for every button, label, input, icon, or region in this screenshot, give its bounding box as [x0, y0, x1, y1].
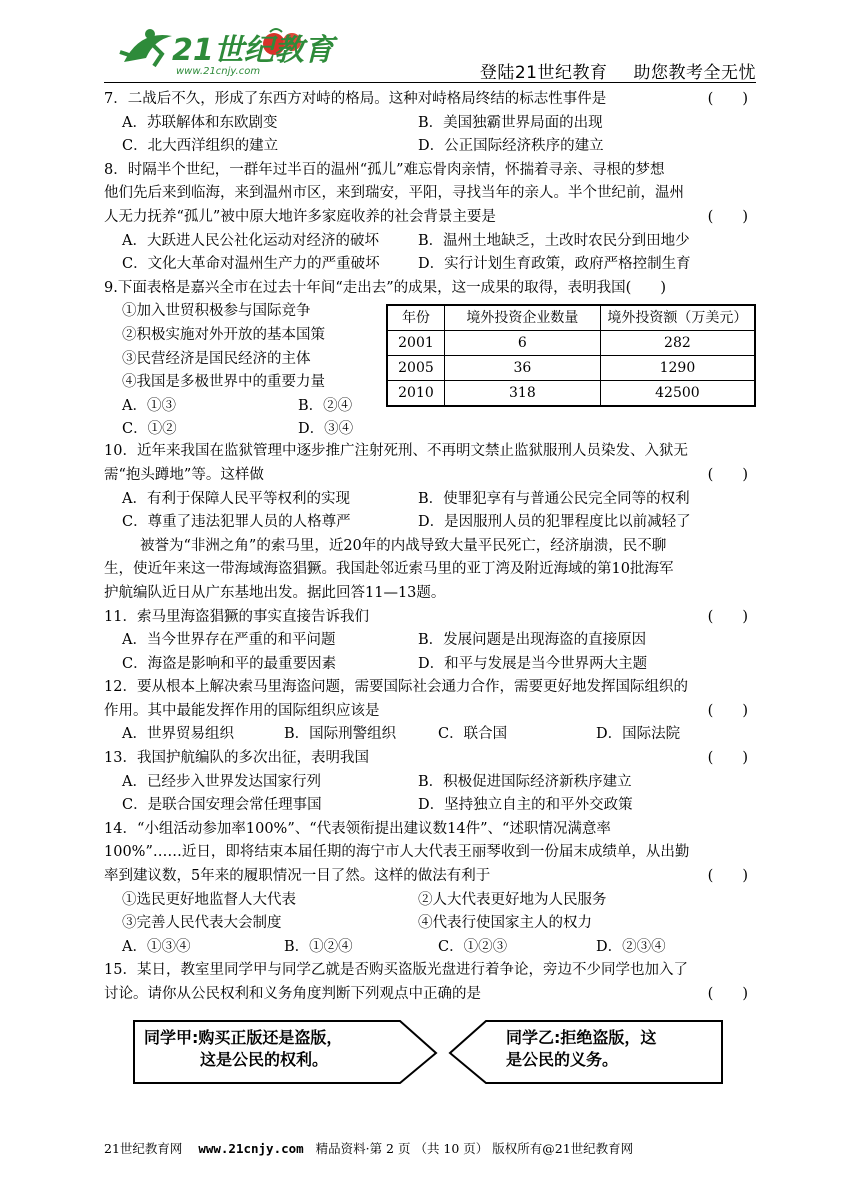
q8-options-cd [104, 253, 756, 277]
slogan-left: 登陆21世纪教育 [479, 63, 608, 83]
q8-stem-2: 他们先后来到临海，来到温州市区，来到瑞安，平阳，寻找当年的亲人。半个世纪前，温州 [104, 185, 684, 202]
option-d: D．③④ [298, 421, 354, 438]
q7-options-cd [104, 135, 756, 159]
table-header-row [387, 305, 755, 331]
q9-options-ab [122, 395, 353, 419]
exam-content [104, 88, 756, 1093]
option-d: D．和平与发展是当今世界两大主题 [418, 655, 648, 672]
answer-paren: ( ) [707, 702, 748, 719]
q14-opt-3: ③完善人民代表大会制度 [122, 915, 282, 932]
q9-stem: 9.下面表格是嘉兴全市在过去十年间“走出去”的成果，这一成果的取得，表明我国( ) [104, 279, 666, 296]
option-a: A．有利于保障人民平等权利的实现 [122, 490, 350, 507]
answer-paren: ( ) [707, 750, 748, 767]
table-cell: 1290 [600, 356, 755, 381]
bubble-a-text: 同学甲:购买正版还是盗版， 这是公民的权利。 [144, 1027, 343, 1069]
option-b: B．使罪犯享有与普通公民完全同等的权利 [418, 490, 690, 507]
speech-bubble-a [132, 1017, 440, 1096]
q8-options-ab [104, 230, 756, 254]
option-c: C．海盗是影响和平的最重要因素 [122, 655, 337, 672]
q9-options-cd [122, 418, 354, 442]
header-slogan [480, 58, 756, 83]
option-a: A．大跃进人民公社化运动对经济的破坏 [122, 232, 379, 249]
q14-opt-2: ②人大代表更好地为人民服务 [418, 891, 607, 908]
q11-stem: 11．索马里海盗猖獗的事实直接告诉我们 ( ) [104, 606, 756, 630]
option-a: A．①③④ [122, 938, 191, 955]
option-b: B．积极促进国际经济新秩序建立 [418, 773, 632, 790]
q15-stem-2: 讨论。请你从公民权利和义务角度判断下列观点中正确的是 ( ) [104, 983, 756, 1007]
option-c: C．①② [122, 421, 177, 438]
q15-stem-1: 15．某日，教室里同学甲与同学乙就是否购买盗版光盘进行着争论，旁边不少同学也加入了 [104, 962, 688, 979]
q9-opt-1: ①加入世贸积极参与国际竞争 [122, 303, 311, 320]
passage-line-2: 生，使近年来这一带海域海盗猖獗。我国赴邻近索马里的亚丁湾及附近海域的第10批海军 [104, 561, 674, 578]
option-d: D．实行计划生育政策，政府严格控制生育 [418, 256, 691, 273]
option-a: A．当今世界存在严重的和平问题 [122, 632, 336, 649]
option-a: A．世界贸易组织 [122, 726, 234, 743]
slogan-right: 助您教考全无忧 [633, 63, 756, 83]
header-divider [104, 82, 756, 83]
passage-line-1: 被誉为“非洲之角”的索马里，近20年的内战导致大量平民死亡，经济崩溃，民不聊 [140, 537, 667, 554]
q12-stem-2: 作用。其中最能发挥作用的国际组织应该是 ( ) [104, 700, 756, 724]
option-d: D．是因服刑人员的犯罪程度比以前减轻了 [418, 514, 691, 531]
table-header: 境外投资额（万美元） [600, 305, 755, 331]
option-a: A．苏联解体和东欧剧变 [122, 114, 278, 131]
answer-paren: ( ) [707, 868, 748, 885]
table-row [387, 331, 755, 356]
table-header: 境外投资企业数量 [444, 305, 600, 331]
q9-options [122, 300, 354, 442]
option-b: B．①②④ [284, 938, 353, 955]
q7-stem: 7．二战后不久，形成了东西方对峙的格局。这种对峙格局终结的标志性事件是 ( ) [104, 88, 756, 112]
answer-paren: ( ) [707, 208, 748, 225]
q8-stem-3: 人无力抚养“孤儿”被中原大地许多家庭收养的社会背景主要是 ( ) [104, 206, 756, 230]
page-footer [104, 1139, 633, 1157]
q10-stem-2: 需“抱头蹲地”等。这样做 ( ) [104, 464, 756, 488]
q14-stem-1: 14．“小组活动参加率100%”、“代表领衔提出建议数14件”、“述职情况满意率 [104, 820, 611, 837]
q12-stem-1: 12．要从根本上解决索马里海盗问题，需要国际社会通力合作，需要更好地发挥国际组织的 [104, 679, 688, 696]
q11-options-cd [104, 653, 756, 677]
table-row [387, 356, 755, 381]
answer-paren: ( ) [707, 91, 748, 107]
q9-opt-2: ②积极实施对外开放的基本国策 [122, 326, 325, 343]
q9-opt-3: ③民营经济是国民经济的主体 [122, 350, 311, 367]
option-d: D．②③④ [596, 938, 666, 955]
q10-options-cd [104, 511, 756, 535]
option-b: B．美国独霸世界局面的出现 [418, 114, 603, 131]
option-b: B．发展问题是出现海盗的直接原因 [418, 632, 647, 649]
option-d: D．坚持独立自主的和平外交政策 [418, 797, 633, 814]
answer-paren: ( ) [707, 608, 748, 625]
option-c: C．①②③ [438, 938, 508, 955]
table-header: 年份 [387, 305, 444, 331]
q13-stem: 13．我国护航编队的多次出征，表明我国 ( ) [104, 747, 756, 771]
investment-table [386, 304, 756, 407]
footer-url[interactable]: www.21cnjy.com [198, 1141, 304, 1156]
table-cell: 2010 [387, 381, 444, 407]
option-c: C．文化大革命对温州生产力的严重破坏 [122, 256, 380, 273]
table-cell: 2001 [387, 331, 444, 356]
logo-text: 21世纪教育 [172, 33, 334, 68]
option-c: C．是联合国安理会常任理事国 [122, 797, 322, 814]
q7-options-ab [104, 112, 756, 136]
table-cell: 6 [444, 331, 600, 356]
option-a: A．已经步入世界发达国家行列 [122, 773, 321, 790]
q8-stem-1: 8．时隔半个世纪，一群年过半百的温州“孤儿”难忘骨肉亲情，怀揣着寻亲、寻根的梦想 [104, 161, 665, 178]
q14-opt-1: ①选民更好地监督人大代表 [122, 891, 296, 908]
answer-paren: ( ) [707, 986, 748, 1002]
option-c: C．北大西洋组织的建立 [122, 138, 279, 155]
q14-opt-4: ④代表行使国家主人的权力 [418, 915, 592, 932]
site-logo[interactable] [110, 22, 334, 82]
option-b: B．温州土地缺乏，土改时农民分到田地少 [418, 232, 690, 249]
q15-speech-bubbles [104, 1017, 756, 1093]
footer-site: 21世纪教育网 [104, 1141, 183, 1156]
q14-opts-34 [104, 912, 756, 936]
option-c: C．联合国 [438, 726, 508, 743]
bubble-b-text: 同学乙:拒绝盗版，这 是公民的义务。 [506, 1027, 657, 1069]
table-cell: 318 [444, 381, 600, 407]
q12-options [104, 723, 756, 747]
q14-stem-3: 率到建议数，5年来的履职情况一目了然。这样的做法有利于 ( ) [104, 865, 756, 889]
table-cell: 282 [600, 331, 755, 356]
q14-stem-2: 100%”……近日，即将结束本届任期的海宁市人大代表王丽琴收到一份届末成绩单，从出勤 [104, 844, 690, 861]
table-row [387, 381, 755, 407]
speech-bubble-b [446, 1017, 726, 1096]
logo-graphic [110, 22, 334, 82]
q13-options-ab [104, 771, 756, 795]
table-cell: 2005 [387, 356, 444, 381]
option-b: B．②④ [298, 397, 353, 414]
q13-options-cd [104, 794, 756, 818]
passage-line-3: 护航编队近日从广东基地出发。据此回答11—13题。 [104, 584, 446, 601]
q9-opt-4: ④我国是多极世界中的重要力量 [122, 374, 325, 391]
q10-stem-1: 10．近年来我国在监狱管理中逐步推广注射死刑、不再明文禁止监狱服刑人员染发、入狱无 [104, 443, 688, 460]
q10-options-ab [104, 488, 756, 512]
table-cell: 36 [444, 356, 600, 381]
footer-info: 精品资料·第 2 页 （共 10 页） 版权所有@21世纪教育网 [315, 1141, 634, 1156]
option-d: D．公正国际经济秩序的建立 [418, 138, 604, 155]
option-d: D．国际法院 [596, 726, 681, 743]
q14-opts-12 [104, 889, 756, 913]
logo-url: www.21cnjy.com [176, 66, 261, 77]
option-c: C．尊重了违法犯罪人员的人格尊严 [122, 514, 351, 531]
option-b: B．国际刑警组织 [284, 726, 397, 743]
q11-options-ab [104, 629, 756, 653]
table-cell: 42500 [600, 381, 755, 407]
q14-options [104, 936, 756, 960]
option-a: A．①③ [122, 397, 176, 414]
answer-paren: ( ) [707, 466, 748, 483]
q9-body [104, 300, 756, 440]
